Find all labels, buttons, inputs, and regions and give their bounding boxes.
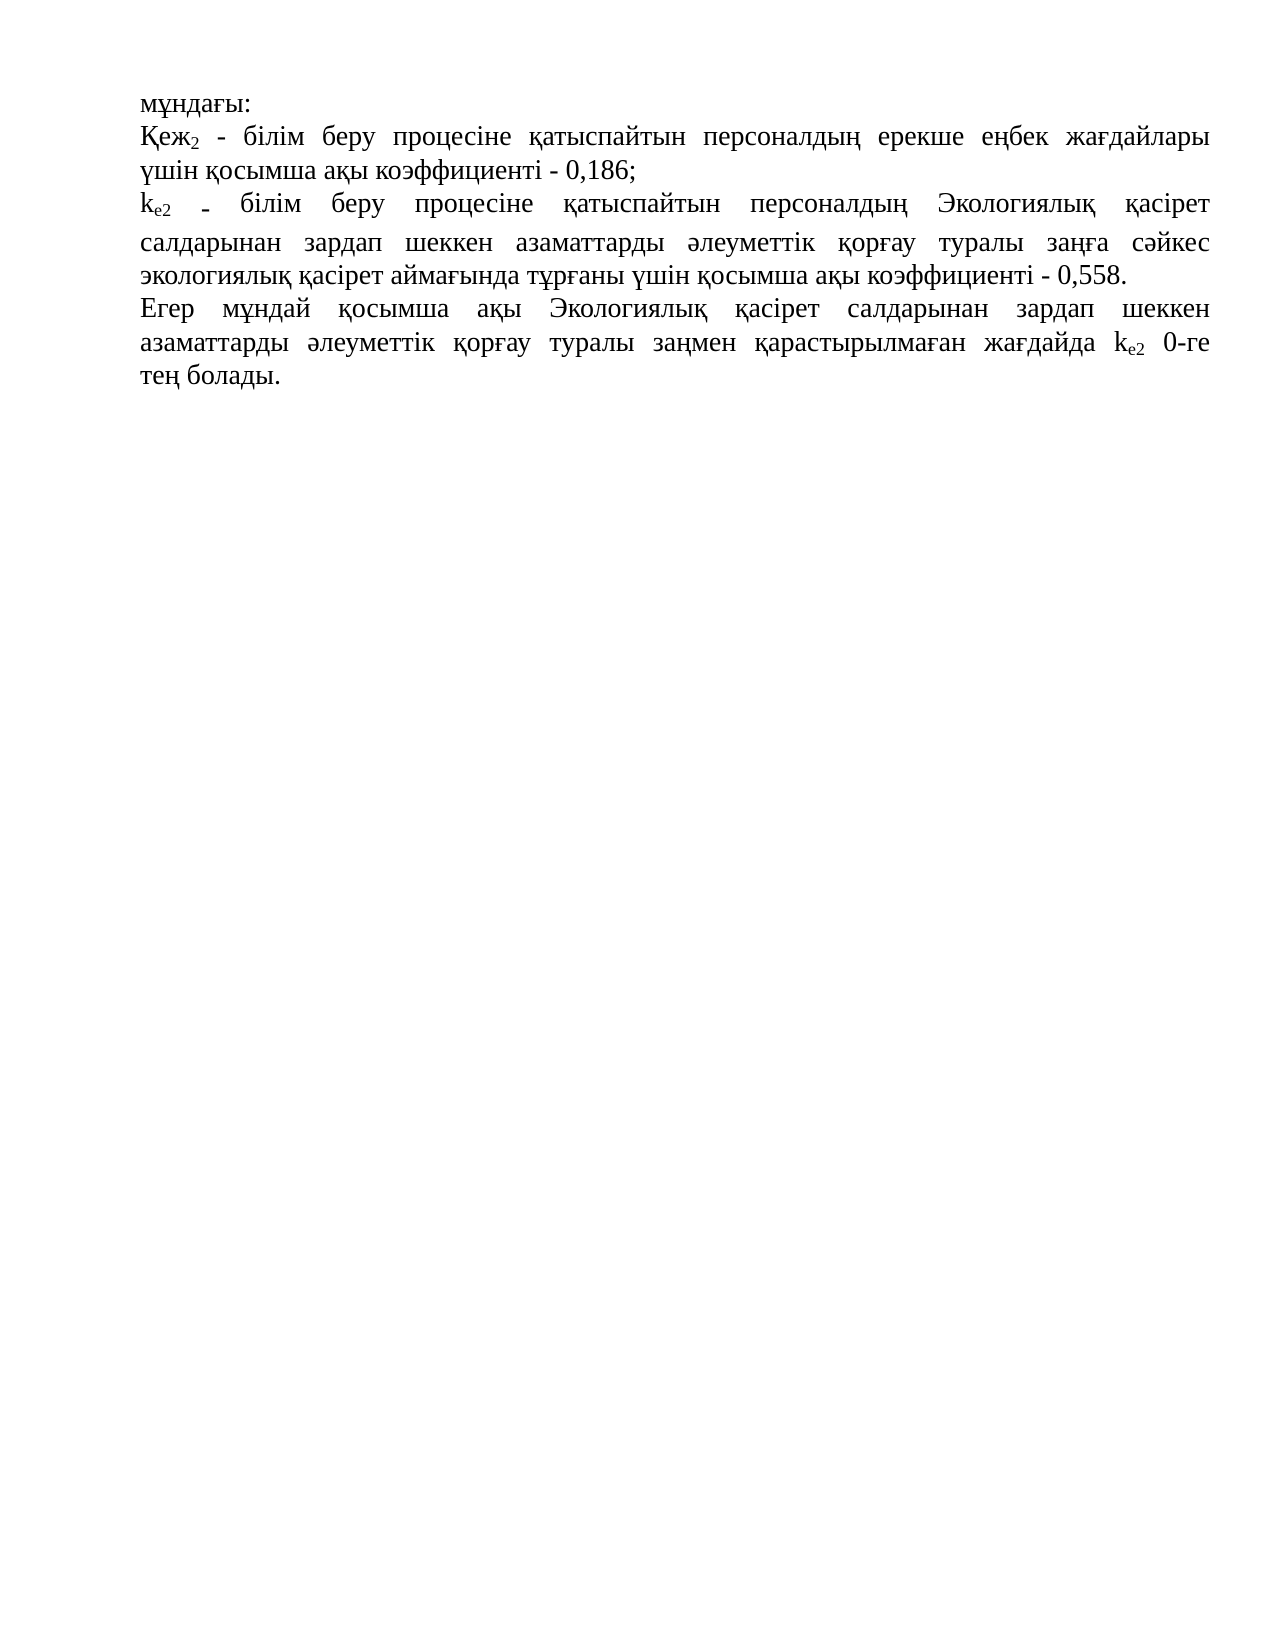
line-ke2-def-3 [140,259,1210,292]
ke2-dash: - [171,193,240,225]
ke2-def-text-1: білім беру процесіне қатыспайтын персоналдың Экологиялық қасірет [239,188,1211,220]
ke2-subscript: e2 [154,200,172,221]
ke2-def-text-3: экологиялық қасірет аймағында тұрғаны үшін қосымша ақы коэффициенті - 0,558. [140,260,1128,292]
line-kezh2-def-1 [140,120,1210,153]
note-text-3: тең болады. [140,360,281,392]
note-text-2b: 0-ге [1145,326,1210,358]
note-text-2: азаматтарды әлеуметтік қорғау туралы заңмен қарастырылмаған жағдайда k [140,326,1128,358]
kezh2-def-text-2: үшін қосымша ақы коэффициенті - 0,186; [140,154,637,186]
line-ke2-def-1 [140,187,1210,225]
ke2-def-text-2: салдарынан зардап шеккен азаматтарды әлеуметтік қорғау туралы заңға сәйкес [140,226,1210,258]
kezh2-def-text-1: - білім беру процесіне қатыспайтын персоналдың ерекше еңбек жағдайлары [199,121,1210,153]
line-note-3 [140,359,1210,392]
note-ke2-subscript: e2 [1127,338,1146,359]
intro-text: мұндағы: [140,88,252,119]
ke2-term: k [140,188,154,220]
note-text-1: Егер мұндай қосымша ақы Экологиялық қасірет салдарынан зардап шеккен [140,293,1210,325]
line-ke2-def-2 [140,226,1210,259]
line-note-2 [140,326,1210,359]
text-block [140,87,1210,393]
line-mundagy [140,87,1210,120]
kezh2-term: Қеж [140,121,191,153]
kezh2-subscript: 2 [190,133,200,154]
line-note-1 [140,292,1210,325]
line-kezh2-def-2 [140,154,1210,187]
